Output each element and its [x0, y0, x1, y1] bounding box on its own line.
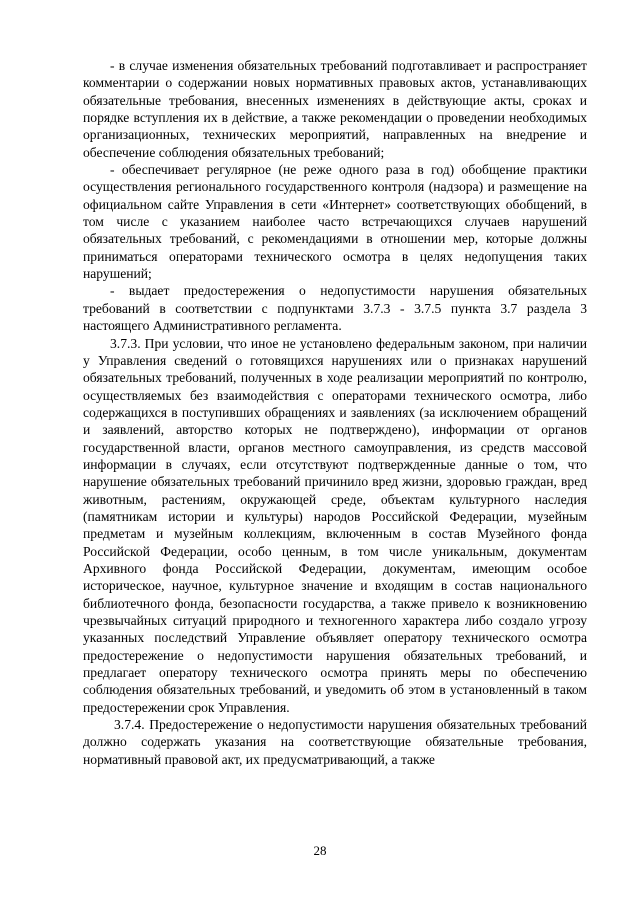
page-number: 28: [313, 843, 327, 858]
paragraph-section-3-7-3: 3.7.3. При условии, что иное не установлено федеральным законом, при наличии у Управления сведений о готовящихся нарушениях или о признаках нарушений обязательных требований, полученных в ходе реализации мероприятий по контролю, осуществляемых без взаимодействия с операторами технического осмотра, либо содержащихся в поступивших обращениях и заявлениях (за исключением обращений и заявлений, авторство которых не подтверждено), информации от органов государственной власти, органов местного самоуправления, из средств массовой информации в случаях, если отсутствуют подтвержденные данные о том, что нарушение обязательных требований причинило вред жизни, здоровью граждан, вред животным, растениям, окружающей среде, объектам культурного наследия (памятникам истории и культуры) народов Российской Федерации, музейным предметам и музейным коллекциям, включенным в состав Музейного фонда Российской Федерации, особо ценным, в том числе уникальным, документам Архивного фонда Российской Федерации, документам, имеющим особое историческое, научное, культурное значение и входящим в состав национального библиотечного фонда, безопасности государства, а также привело к возникновению чрезвычайных ситуаций природного и техногенного характера либо создало угрозу указанных последствий Управление объявляет оператору технического осмотра предостережение о недопустимости нарушения обязательных требований, и предлагает оператору технического осмотра принять меры по обеспечению соблюдения обязательных требований, и уведомить об этом в установленный в таком предостережении срок Управления.: [83, 335, 587, 715]
paragraph-comments-on-requirements: - в случае изменения обязательных требований подготавливает и распространяет комментарии о содержании новых нормативных правовых актов, устанавливающих обязательные требования, внесенных изменениях в действующие акты, сроках и порядке вступления их в действие, а также рекомендации о проведении необходимых организационных, технических мероприятий, направленных на внедрение и обеспечение соблюдения обязательных требований;: [83, 58, 587, 160]
paragraph-practice-generalization: - обеспечивает регулярное (не реже одного раза в год) обобщение практики осуществления регионального государственного контроля (надзора) и размещение на официальном сайте Управления в сети «Интернет» соответствующих обобщений, в том числе с указанием наиболее часто встречающихся случаев нарушений обязательных требований, с рекомендациями в отношении мер, которые должны приниматься операторами технического осмотра в целях недопущения таких нарушений;: [83, 162, 587, 282]
document-body: [83, 57, 587, 768]
paragraph-issues-warnings: - выдает предостережения о недопустимости нарушения обязательных требований в соответствии с подпунктами 3.7.3 - 3.7.5 пункта 3.7 раздела 3 настоящего Административного регламента.: [83, 283, 587, 334]
paragraph-section-3-7-4: 3.7.4. Предостережение о недопустимости нарушения обязательных требований должно содержать указания на соответствующие обязательные требования, нормативный правовой акт, их предусматривающий, а также: [83, 717, 587, 767]
